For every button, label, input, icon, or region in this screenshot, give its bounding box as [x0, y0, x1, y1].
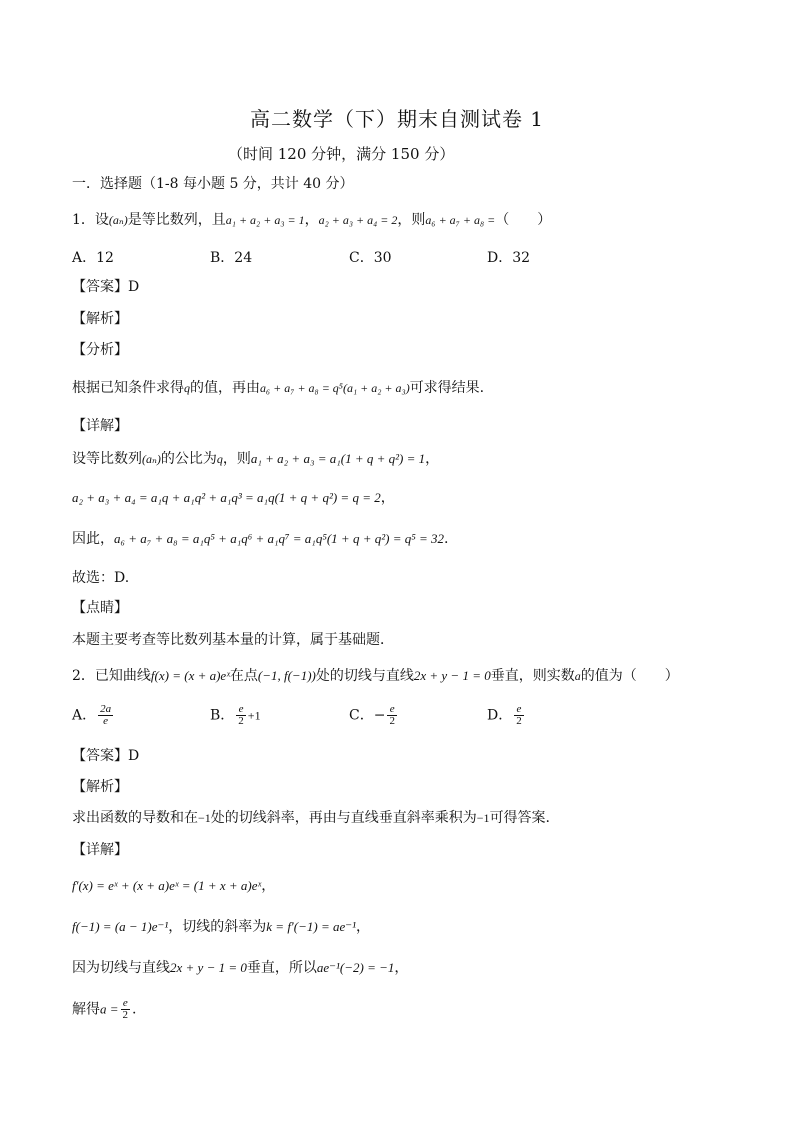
q2-option-d-den: 2: [516, 715, 522, 727]
q2-detail4-den: 2: [122, 1009, 129, 1021]
q2-option-c-label: C．: [349, 707, 374, 724]
q2-option-a-label: A．: [72, 707, 97, 724]
q1-stem-mid2: ，则: [397, 212, 426, 228]
q2-detail-line4: [72, 998, 136, 1021]
q2-option-c-frac: [387, 704, 397, 727]
q1-detail-line3: [72, 529, 448, 549]
q2-option-d-frac: [514, 704, 524, 727]
q2-detail2-formula: f(−1) = (a − 1)e⁻¹: [72, 919, 169, 934]
q2-detail1-end: ，: [261, 878, 276, 894]
q2-analysis-neg1: −1: [198, 811, 211, 825]
q2-option-c-num: e: [387, 704, 397, 716]
q1-stem-prefix: 1．设: [72, 212, 109, 228]
section-heading: 一．选择题（1-8 每小题 5 分，共计 40 分）: [72, 176, 354, 192]
q2-stem-end: 的值为（ ）: [580, 668, 679, 684]
q2-analysis-text: [72, 808, 550, 828]
q1-dianjing-text: 本题主要考查等比数列基本量的计算，属于基础题．: [72, 632, 394, 648]
q2-var-a: a: [574, 669, 581, 683]
q1-detail1-formula: a₁ + a₂ + a₃ = a₁(1 + q + q²) = 1: [250, 451, 426, 466]
q2-point: (−1, f(−1)): [257, 668, 316, 683]
q2-detail-label: 【详解】: [72, 842, 128, 858]
q1-fenxi-prefix: 根据已知条件求得: [72, 380, 184, 396]
q2-option-b: [210, 704, 261, 727]
q1-detail2-formula: a₂ + a₃ + a₄ = a₁q + a₁q² + a₁q³ = a₁q(1 + q + q²) = q = 2: [72, 490, 381, 505]
q1-detail1-seq: (aₙ): [142, 452, 161, 466]
q1-seq: (aₙ): [108, 213, 128, 227]
q2-detail3-formula: ae⁻¹(−2) = −1: [316, 960, 395, 975]
q1-target: a₆ + a₇ + a₈ =: [425, 213, 496, 227]
q2-stem-mid2: 处的切线与直线: [315, 668, 414, 684]
q2-detail3-end: ，: [394, 960, 409, 976]
q1-detail1-prefix: 设等比数列: [72, 451, 142, 467]
q2-detail-line1: [72, 876, 275, 896]
q2-analysis-mid: 处的切线斜率，再由与直线垂直斜率乘积为: [210, 810, 477, 826]
q1-fenxi-formula: a₆ + a₇ + a₈ = q⁵(a₁ + a₂ + a₃): [260, 381, 410, 395]
q1-cond1: a₁ + a₂ + a₃ = 1: [225, 213, 305, 227]
q2-detail4-prefix: 解得: [72, 1001, 100, 1018]
q1-answer: 【答案】D: [72, 279, 140, 295]
q1-detail2-end: ，: [380, 490, 395, 506]
q1-option-b: B．24: [210, 250, 253, 266]
q2-analysis-prefix: 求出函数的导数和在: [72, 810, 198, 826]
q2-detail-line2: [72, 917, 370, 937]
q2-stem: [72, 666, 679, 686]
q2-detail2-end: ，: [356, 919, 371, 935]
q2-detail3-line: 2x + y − 1 = 0: [170, 960, 247, 975]
q2-option-b-label: B．: [210, 707, 235, 724]
q2-option-c: [349, 704, 399, 727]
q2-detail2-formula2: k = f′(−1) = ae⁻¹: [266, 919, 357, 934]
q1-option-a: A．12: [72, 250, 114, 266]
q2-analysis-end: 可得答案.: [489, 810, 551, 826]
q1-detail-line2: [72, 488, 395, 508]
q2-detail4-end: .: [132, 1001, 137, 1018]
q2-option-a-den: e: [103, 715, 109, 727]
q1-detail1-q: q: [216, 452, 223, 466]
q2-analysis-neg1b: −1: [476, 811, 490, 825]
q2-option-b-num: e: [236, 704, 246, 716]
q2-curve: f(x) = (x + a)eˣ: [150, 668, 230, 683]
q2-option-b-frac: [236, 704, 246, 727]
q2-option-a: [72, 704, 115, 727]
q1-detail1-mid: 的公比为: [160, 451, 217, 467]
q1-stem-mid1: 是等比数列，且: [127, 212, 226, 228]
q2-analysis-label: 【解析】: [72, 779, 128, 795]
q2-option-c-den: 2: [389, 715, 395, 727]
q1-detail3-end: .: [444, 531, 449, 547]
q2-detail4-frac: [121, 998, 131, 1021]
q1-fenxi-text: [72, 378, 484, 398]
q1-option-d: D．32: [487, 250, 531, 266]
q1-stem: [72, 210, 551, 230]
q2-option-b-tail: +1: [247, 708, 261, 723]
q2-option-d-label: D．: [487, 707, 513, 724]
q1-cond2: a₂ + a₃ + a₄ = 2: [318, 213, 398, 227]
q1-detail3-formula: a₆ + a₇ + a₈ = a₁q⁵ + a₁q⁶ + a₁q⁷ = a₁q⁵(1 + q + q²) = q⁵ = 32: [114, 531, 445, 546]
q1-fenxi-label: 【分析】: [72, 342, 128, 358]
q2-detail-line3: [72, 958, 408, 978]
q2-detail3-prefix: 因为切线与直线: [72, 960, 170, 976]
page-subtitle: （时间 120 分钟，满分 150 分）: [228, 145, 455, 163]
q1-dianjing-label: 【点睛】: [72, 600, 128, 616]
q2-answer: 【答案】D: [72, 748, 140, 764]
q2-detail2-mid: ，切线的斜率为: [168, 919, 267, 935]
q2-line-eq: 2x + y − 1 = 0: [413, 668, 491, 683]
q1-stem-end: （ ）: [495, 212, 552, 228]
q1-fenxi-q: q: [184, 381, 190, 395]
page-title: 高二数学（下）期末自测试卷 1: [249, 107, 545, 131]
q2-stem-mid3: 垂直，则实数: [490, 668, 575, 684]
q1-fenxi-mid: 的值，再由: [190, 380, 260, 396]
q1-detail3-prefix: 因此，: [72, 531, 114, 547]
q2-detail4-num: e: [121, 998, 131, 1010]
q1-detail1-mid2: ，则: [222, 451, 251, 467]
q1-detail-line1: [72, 449, 439, 469]
q2-option-d: [487, 704, 526, 727]
q1-analysis-label: 【解析】: [72, 311, 128, 327]
q2-detail3-mid: 垂直，所以: [246, 960, 317, 976]
q1-detail-label: 【详解】: [72, 418, 128, 434]
q1-fenxi-end: 可求得结果.: [409, 380, 485, 396]
q2-option-b-den: 2: [238, 715, 244, 727]
q1-choose: 故选：D.: [72, 570, 130, 586]
q2-detail1-formula: f′(x) = eˣ + (x + a)eˣ = (1 + x + a)eˣ: [72, 878, 262, 893]
q2-option-c-sign: −: [373, 707, 386, 724]
q2-stem-mid1: 在点: [229, 668, 258, 684]
q1-detail1-end: ，: [425, 451, 440, 467]
q2-option-a-frac: [98, 704, 113, 727]
q2-option-a-num: 2a: [100, 703, 112, 715]
q2-option-d-num: e: [514, 704, 524, 716]
q2-detail4-lhs: a =: [100, 1001, 119, 1017]
q2-stem-prefix: 2．已知曲线: [72, 668, 151, 684]
q1-option-c: C．30: [349, 250, 392, 266]
q1-sep: ，: [304, 212, 319, 228]
